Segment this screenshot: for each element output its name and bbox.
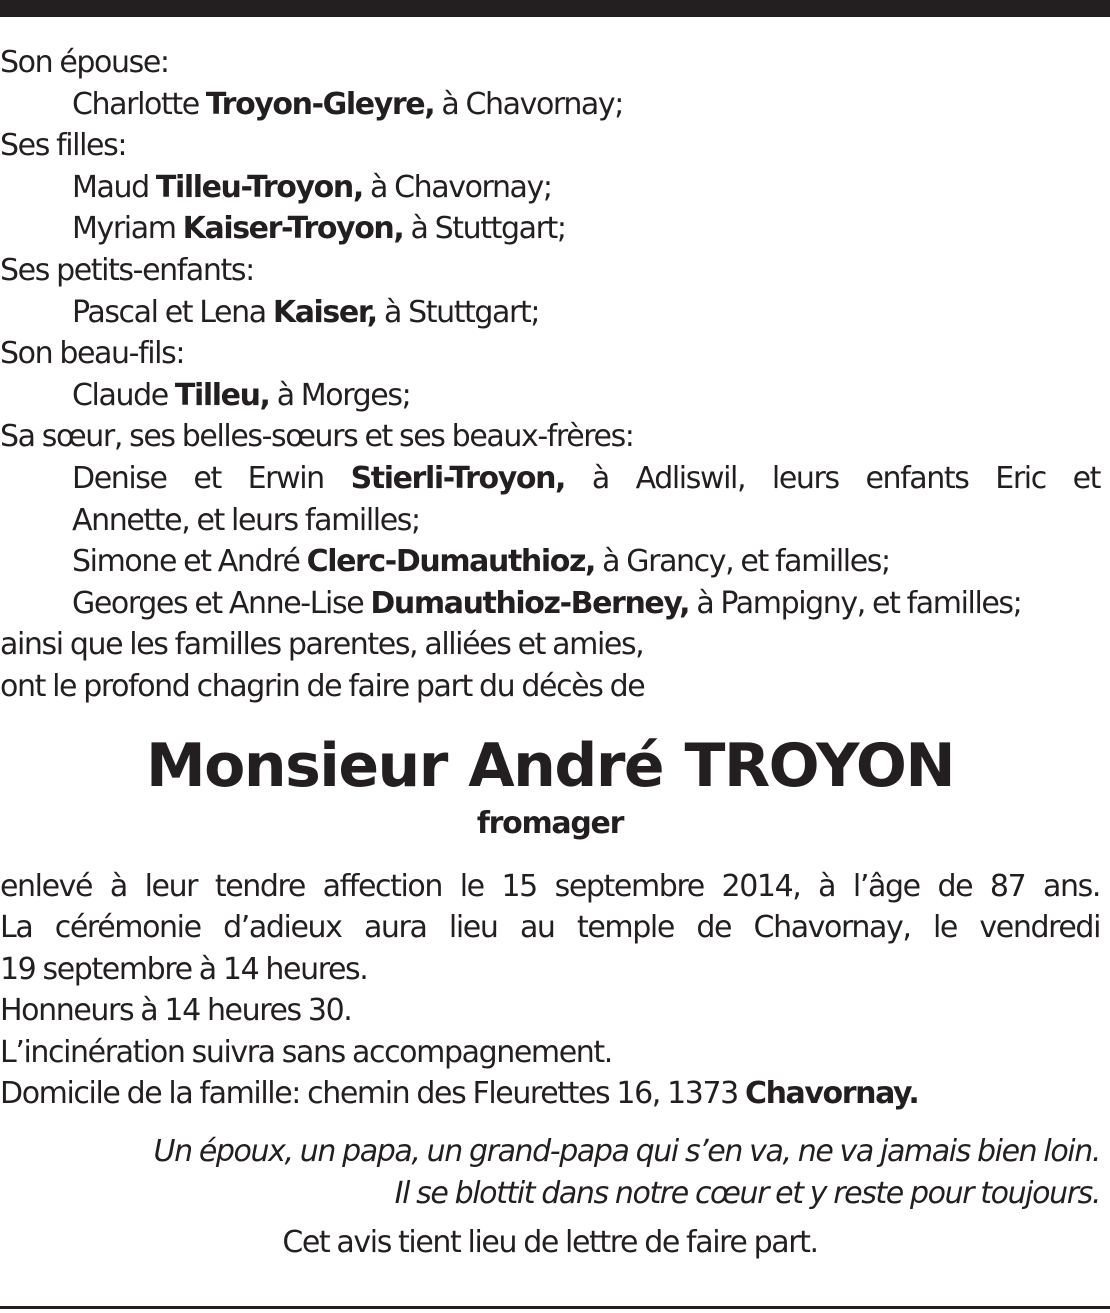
sibling-first-names: Georges et Anne-Lise (72, 585, 364, 621)
sibling-entry (0, 458, 1100, 500)
honours-time: Honneurs à 14 heures 30. (0, 993, 352, 1029)
sibling-first-names: Denise et Erwin (72, 460, 324, 496)
sibling-place: à Grancy, et familles; (602, 544, 890, 580)
ceremony-info: La cérémonie d’adieux aura lieu au temple de Chavornay, le vendredi (0, 910, 1100, 946)
top-rule (0, 0, 1110, 17)
sibling-entry (0, 583, 1100, 625)
siblings-heading: Sa sœur, ses belles-sœurs et ses beaux-frères: (0, 419, 634, 455)
soninlaw-heading: Son beau-fils: (0, 336, 185, 372)
daughter-place: à Chavornay; (369, 169, 552, 205)
spouse-last-name: Troyon-Gleyre, (205, 86, 435, 122)
daughters-heading: Ses filles: (0, 128, 127, 164)
soninlaw-last-name: Tilleu, (174, 377, 270, 413)
obituary-notice (0, 42, 1100, 1264)
grandchildren-place: à Stuttgart; (383, 294, 540, 330)
address-text: Domicile de la famille: chemin des Fleurettes 16, 1373 (0, 1076, 738, 1112)
sibling-last-name: Stierli-Troyon, (350, 460, 566, 496)
spouse-heading: Son épouse: (0, 45, 169, 80)
bottom-rule (0, 1306, 1110, 1309)
daughter-place: à Stuttgart; (410, 211, 566, 247)
soninlaw-first-name: Claude (72, 377, 168, 413)
ceremony-date: 19 septembre à 14 heures. (0, 951, 368, 987)
daughter-last-name: Tilleu-Troyon, (155, 169, 363, 205)
daughter-first-name: Myriam (72, 211, 176, 247)
sibling-first-names: Simone et André (72, 544, 300, 580)
soninlaw-place: à Morges; (276, 377, 411, 413)
footer-note: Cet avis tient lieu de lettre de faire part. (282, 1225, 818, 1261)
cremation-note: L’incinération suivra sans accompagnement. (0, 1034, 612, 1070)
family-address (0, 1073, 1100, 1115)
sibling-place: à Adliswil, leurs enfants Eric et (591, 460, 1101, 496)
sibling-last-name: Dumauthioz-Berney, (370, 585, 690, 621)
quote-line: Un époux, un papa, un grand-papa qui s’en va, ne va jamais bien loin. (153, 1134, 1100, 1170)
daughter-entry (0, 208, 1100, 250)
spouse-first-name: Charlotte (72, 86, 199, 122)
deceased-name: Monsieur André TROYON (145, 730, 955, 801)
death-announcement: enlevé à leur tendre affection le 15 septembre 2014, à l’âge de 87 ans. (0, 868, 1100, 904)
address-town: Chavornay. (744, 1076, 919, 1112)
closing-line: ainsi que les familles parentes, alliées et amies, (0, 627, 644, 663)
quote-line: Il se blottit dans notre cœur et y reste pour toujours. (394, 1175, 1100, 1211)
sibling-entry (0, 541, 1100, 583)
daughter-entry (0, 167, 1100, 209)
daughter-last-name: Kaiser-Troyon, (182, 211, 404, 247)
grandchildren-heading: Ses petits-enfants: (0, 252, 254, 288)
grandchildren-first-names: Pascal et Lena (72, 294, 266, 330)
sibling-last-name: Clerc-Dumauthioz, (306, 544, 596, 580)
soninlaw-entry (0, 375, 1100, 417)
deceased-profession: fromager (476, 805, 624, 841)
spouse-entry (0, 84, 1100, 126)
grandchildren-last-name: Kaiser, (272, 294, 377, 330)
closing-line: ont le profond chagrin de faire part du décès de (0, 668, 645, 704)
sibling-entry-continued: Annette, et leurs familles; (72, 502, 420, 538)
sibling-place: à Pampigny, et familles; (696, 585, 1022, 621)
grandchildren-entry (0, 292, 1100, 334)
spouse-place: à Chavornay; (441, 86, 623, 122)
daughter-first-name: Maud (72, 169, 149, 205)
